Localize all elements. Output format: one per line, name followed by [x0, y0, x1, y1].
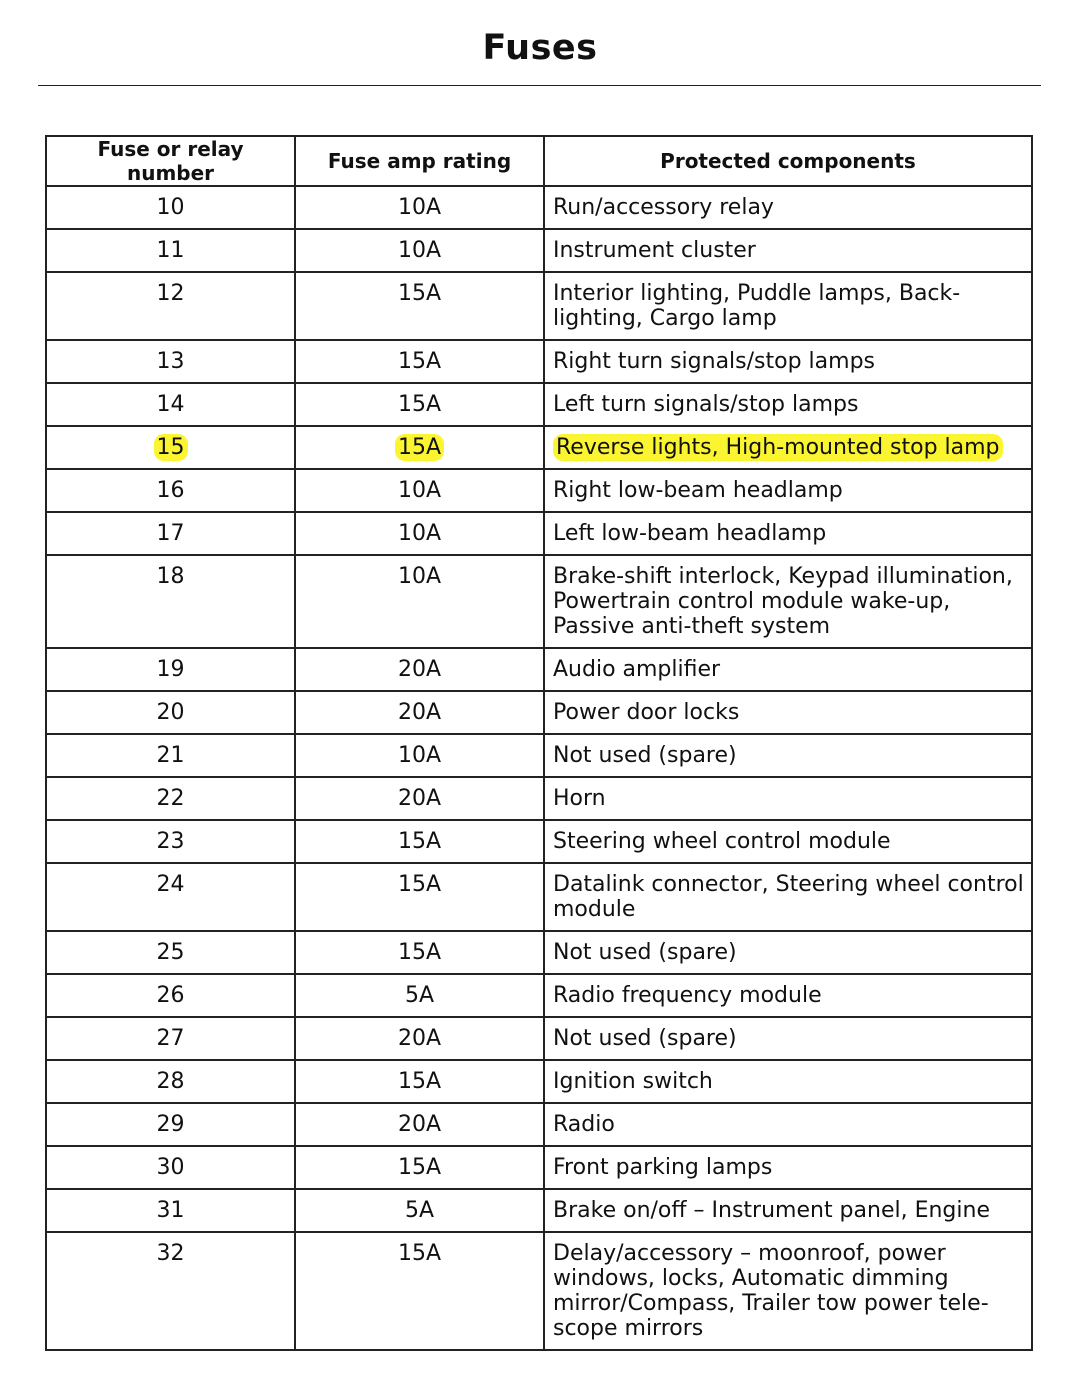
table-row [46, 691, 1032, 734]
amp-rating-cell [295, 272, 544, 340]
amp-rating-cell-text: 10A [397, 195, 442, 220]
protected-components-cell [544, 820, 1032, 863]
amp-rating-cell [295, 691, 544, 734]
amp-rating-cell [295, 1017, 544, 1060]
table-row [46, 555, 1032, 648]
title-divider [38, 85, 1041, 86]
protected-components-cell [544, 734, 1032, 777]
protected-components-cell [544, 974, 1032, 1017]
fuse-number-cell [46, 777, 295, 820]
amp-rating-cell-text: 15A [397, 1069, 442, 1094]
fuse-number-cell [46, 734, 295, 777]
protected-components-cell-text: Front parking lamps [553, 1155, 773, 1180]
protected-components-cell [544, 272, 1032, 340]
amp-rating-cell-text: 20A [397, 1112, 442, 1137]
protected-components-cell-text: Run/accessory relay [553, 195, 774, 220]
fuse-number-cell [46, 1232, 295, 1350]
amp-rating-cell-text: 5A [404, 1198, 435, 1223]
protected-components-cell [544, 863, 1032, 931]
table-row [46, 648, 1032, 691]
table-row [46, 1103, 1032, 1146]
protected-components-cell-text: Power door locks [553, 700, 740, 725]
protected-components-cell-text: Not used (spare) [553, 743, 737, 768]
protected-components-cell [544, 777, 1032, 820]
fuse-number-cell [46, 229, 295, 272]
protected-components-cell [544, 340, 1032, 383]
fuse-number-cell-text: 18 [156, 564, 185, 589]
protected-components-cell [544, 1189, 1032, 1232]
protected-components-cell [544, 512, 1032, 555]
table-body [46, 186, 1032, 1350]
header-amp-rating: Fuse amp rating [295, 136, 544, 186]
amp-rating-cell-text: 10A [397, 478, 442, 503]
fuse-number-cell-text: 27 [156, 1026, 185, 1051]
protected-components-cell [544, 383, 1032, 426]
amp-rating-cell [295, 931, 544, 974]
fuse-number-cell-text: 31 [156, 1198, 185, 1223]
protected-components-cell [544, 186, 1032, 229]
amp-rating-cell [295, 734, 544, 777]
amp-rating-cell-text: 15A [397, 940, 442, 965]
table-row [46, 229, 1032, 272]
protected-components-cell-text: Right low-beam headlamp [553, 478, 843, 503]
fuse-number-cell [46, 1060, 295, 1103]
amp-rating-cell [295, 426, 544, 469]
amp-rating-cell-text: 20A [397, 700, 442, 725]
fuse-number-cell-text: 15 [154, 434, 188, 461]
amp-rating-cell-text: 15A [397, 349, 442, 374]
protected-components-cell-text: Steering wheel control module [553, 829, 891, 854]
fuse-number-cell-text: 19 [156, 657, 185, 682]
amp-rating-cell-text: 10A [397, 564, 442, 589]
protected-components-cell-text: Left turn signals/stop lamps [553, 392, 859, 417]
table-row [46, 272, 1032, 340]
table-row [46, 426, 1032, 469]
protected-components-cell [544, 931, 1032, 974]
amp-rating-cell [295, 1146, 544, 1189]
amp-rating-cell-text: 5A [404, 983, 435, 1008]
fuse-number-cell-text: 24 [156, 872, 185, 897]
page-title: Fuses [482, 28, 598, 68]
fuse-number-cell [46, 555, 295, 648]
fuse-number-cell [46, 863, 295, 931]
fuse-number-cell-text: 11 [156, 238, 185, 263]
protected-components-cell-text: Instrument cluster [553, 238, 756, 263]
protected-components-cell-text: Datalink connector, Steering wheel control module [553, 872, 1024, 922]
protected-components-cell-text: Ignition switch [553, 1069, 713, 1094]
fuse-number-cell [46, 426, 295, 469]
fuse-number-cell-text: 16 [156, 478, 185, 503]
fuse-number-cell-text: 14 [156, 392, 185, 417]
protected-components-cell [544, 691, 1032, 734]
table-row [46, 186, 1032, 229]
amp-rating-cell [295, 777, 544, 820]
amp-rating-cell-text: 15A [397, 1155, 442, 1180]
table-row [46, 931, 1032, 974]
protected-components-cell-text: Not used (spare) [553, 1026, 737, 1051]
amp-rating-cell [295, 863, 544, 931]
amp-rating-cell [295, 648, 544, 691]
table-row [46, 1189, 1032, 1232]
protected-components-cell-text: Radio [553, 1112, 615, 1137]
amp-rating-cell-text: 15A [395, 434, 444, 461]
table-row [46, 340, 1032, 383]
fuse-number-cell [46, 383, 295, 426]
fuse-number-cell [46, 1146, 295, 1189]
amp-rating-cell [295, 229, 544, 272]
fuse-number-cell-text: 28 [156, 1069, 185, 1094]
amp-rating-cell [295, 512, 544, 555]
protected-components-cell-text: Radio frequency module [553, 983, 822, 1008]
amp-rating-cell-text: 10A [397, 238, 442, 263]
protected-components-cell-text: Brake-shift interlock, Keypad illumination, Powertrain control module wake-up, Passive anti-theft system [553, 564, 1013, 639]
protected-components-cell [544, 229, 1032, 272]
fuse-number-cell-text: 26 [156, 983, 185, 1008]
table-row [46, 734, 1032, 777]
fuse-number-cell-text: 32 [156, 1241, 185, 1266]
table-row [46, 777, 1032, 820]
fuse-number-cell [46, 691, 295, 734]
fuse-number-cell-text: 10 [156, 195, 185, 220]
fuse-number-cell [46, 1189, 295, 1232]
fuse-number-cell [46, 186, 295, 229]
fuse-number-cell [46, 648, 295, 691]
fuse-number-cell-text: 23 [156, 829, 185, 854]
amp-rating-cell [295, 469, 544, 512]
table-row [46, 820, 1032, 863]
amp-rating-cell-text: 20A [397, 657, 442, 682]
header-protected-components: Protected components [544, 136, 1032, 186]
amp-rating-cell [295, 1232, 544, 1350]
protected-components-cell-text: Brake on/off – Instrument panel, Engine [553, 1198, 990, 1223]
amp-rating-cell-text: 15A [397, 872, 442, 897]
protected-components-cell [544, 469, 1032, 512]
table-row [46, 469, 1032, 512]
fuse-number-cell [46, 1103, 295, 1146]
protected-components-cell [544, 426, 1032, 469]
amp-rating-cell-text: 15A [397, 829, 442, 854]
table-row [46, 1146, 1032, 1189]
fuse-number-cell [46, 272, 295, 340]
fuse-number-cell-text: 25 [156, 940, 185, 965]
fuse-number-cell-text: 20 [156, 700, 185, 725]
protected-components-cell [544, 1017, 1032, 1060]
protected-components-cell [544, 648, 1032, 691]
protected-components-cell [544, 1232, 1032, 1350]
protected-components-cell [544, 1060, 1032, 1103]
protected-components-cell-text: Right turn signals/stop lamps [553, 349, 875, 374]
fuse-number-cell [46, 340, 295, 383]
fuse-number-cell [46, 820, 295, 863]
amp-rating-cell [295, 555, 544, 648]
protected-components-cell-text: Interior lighting, Puddle lamps, Back-lighting, Cargo lamp [553, 281, 961, 331]
fuse-number-cell-text: 13 [156, 349, 185, 374]
amp-rating-cell [295, 383, 544, 426]
amp-rating-cell [295, 1103, 544, 1146]
amp-rating-cell-text: 10A [397, 521, 442, 546]
table-header-row [46, 136, 1032, 186]
amp-rating-cell [295, 1189, 544, 1232]
fuse-number-cell-text: 29 [156, 1112, 185, 1137]
amp-rating-cell-text: 15A [397, 392, 442, 417]
protected-components-cell-text: Left low-beam headlamp [553, 521, 827, 546]
fuse-number-cell [46, 974, 295, 1017]
table-row [46, 1232, 1032, 1350]
fuse-number-cell [46, 1017, 295, 1060]
protected-components-cell-text: Not used (spare) [553, 940, 737, 965]
table-row [46, 383, 1032, 426]
fuse-number-cell-text: 12 [156, 281, 185, 306]
amp-rating-cell [295, 820, 544, 863]
protected-components-cell-text: Delay/accessory – moonroof, power windows, locks, Automatic dimming mirror/Compass, Trailer tow power tele-scope mirrors [553, 1241, 989, 1341]
table-row [46, 1060, 1032, 1103]
amp-rating-cell-text: 15A [397, 281, 442, 306]
protected-components-cell-text: Reverse lights, High-mounted stop lamp [553, 434, 1003, 461]
amp-rating-cell-text: 10A [397, 743, 442, 768]
protected-components-cell [544, 1103, 1032, 1146]
amp-rating-cell-text: 15A [397, 1241, 442, 1266]
amp-rating-cell-text: 20A [397, 786, 442, 811]
header-fuse-number: Fuse or relay number [46, 136, 295, 186]
protected-components-cell [544, 555, 1032, 648]
protected-components-cell-text: Audio amplifier [553, 657, 721, 682]
protected-components-cell [544, 1146, 1032, 1189]
table-row [46, 1017, 1032, 1060]
fuse-table [45, 135, 1033, 1351]
table-row [46, 512, 1032, 555]
fuse-number-cell [46, 469, 295, 512]
fuse-number-cell-text: 30 [156, 1155, 185, 1180]
amp-rating-cell [295, 340, 544, 383]
amp-rating-cell [295, 974, 544, 1017]
protected-components-cell-text: Horn [553, 786, 606, 811]
amp-rating-cell [295, 1060, 544, 1103]
amp-rating-cell [295, 186, 544, 229]
fuse-number-cell-text: 22 [156, 786, 185, 811]
fuse-number-cell-text: 21 [156, 743, 185, 768]
table-row [46, 863, 1032, 931]
fuse-number-cell-text: 17 [156, 521, 185, 546]
fuse-number-cell [46, 931, 295, 974]
table-row [46, 974, 1032, 1017]
amp-rating-cell-text: 20A [397, 1026, 442, 1051]
fuse-number-cell [46, 512, 295, 555]
